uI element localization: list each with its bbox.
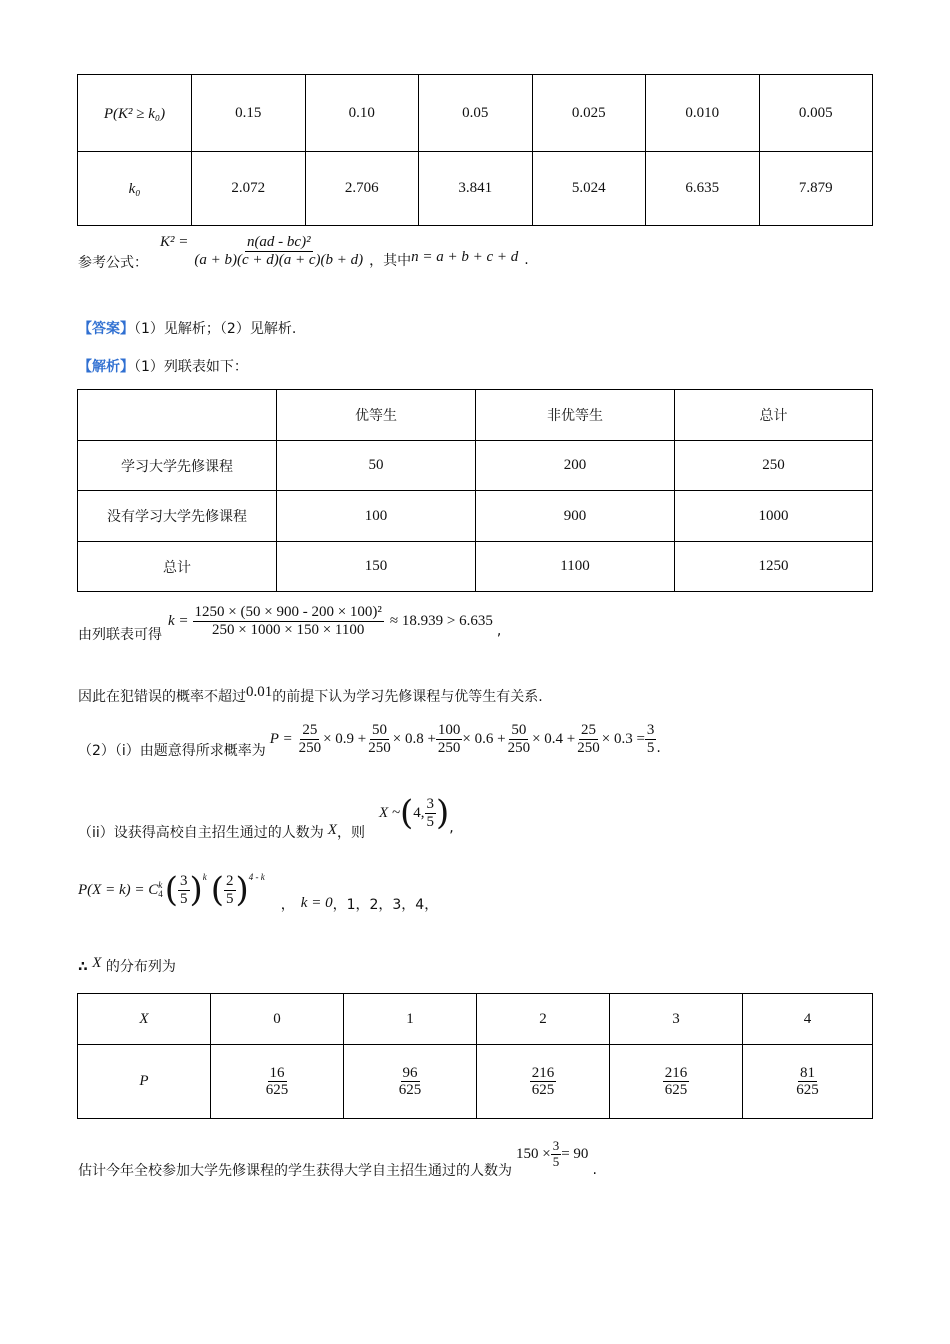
part2ii-var: X (327, 821, 337, 838)
estimate-pre: 150 × (516, 1145, 551, 1162)
contingency-cell: 900 (476, 491, 675, 542)
estimate-post: = 90 (561, 1145, 589, 1162)
contingency-header: 非优等生 (476, 390, 675, 441)
p-denominator: 625 (398, 1082, 422, 1098)
term-denominator: 250 (298, 739, 322, 756)
contingency-row-label: 总计 (78, 542, 277, 592)
part2ii-fraction (425, 796, 437, 830)
term-numerator: 50 (511, 722, 527, 738)
k-prefix: 由列联表可得 (78, 627, 162, 643)
estimate-denominator: 5 (552, 1153, 560, 1169)
part2ii-end: , (449, 820, 454, 836)
conclusion-post: 的前提下认为学习先修课程与优等生有关系. (272, 689, 543, 705)
formula-suffix-text: ，其中 (369, 253, 412, 269)
table1-cell: 0.10 (305, 75, 419, 152)
p-numerator: 216 (664, 1064, 688, 1081)
term-numerator: 50 (371, 722, 387, 738)
dist-x-cell: 0 (211, 994, 344, 1045)
result-denominator: 5 (646, 739, 655, 756)
p-numerator: 16 (269, 1064, 285, 1081)
contingency-cell: 100 (277, 491, 476, 542)
analysis-line (78, 356, 248, 376)
dist-x-cell: 1 (344, 994, 477, 1045)
contingency-cell: 1250 (675, 542, 873, 592)
frac-numerator: 3 (180, 873, 188, 889)
frac-numerator: 2 (226, 873, 234, 889)
part2-end: . (656, 740, 661, 756)
formula-end: . (524, 252, 529, 268)
dist-p-cell (344, 1045, 477, 1119)
dist-x-label: X (78, 994, 211, 1045)
part2ii-line (78, 784, 454, 842)
term-denominator: 250 (368, 739, 391, 756)
p-denominator: 625 (531, 1082, 555, 1098)
pmf-fraction-1 (178, 873, 190, 907)
part2ii-mid: ，则 (336, 825, 365, 841)
part2-probability (78, 718, 661, 760)
k-numerator: 1250 × (50 × 900 - 200 × 100)² (194, 604, 382, 620)
part2-term-fraction (575, 722, 602, 756)
k-calculation (78, 598, 501, 644)
term-multiplier: × 0.6 + (462, 730, 506, 747)
pmf-exp2: 4 - k (248, 872, 265, 882)
contingency-table (77, 389, 873, 592)
pmf-line (78, 866, 438, 914)
term-multiplier: × 0.4 + (532, 730, 576, 747)
pmf-tail-text: ，1，2，3，4， (332, 897, 439, 913)
dist-x-cell: 2 (477, 994, 610, 1045)
formula-numerator: n(ad - bc)² (246, 234, 311, 250)
open-paren: ( (210, 870, 225, 910)
frac-denominator: 5 (180, 890, 188, 907)
answer-text: （1）见解析；（2）见解析. (134, 321, 297, 337)
part2ii-prefix: （ii）设获得高校自主招生通过的人数为 (78, 825, 324, 841)
pmf-sep: ， (280, 897, 295, 913)
pmf-binom-indices (158, 881, 163, 899)
formula-fraction (192, 234, 365, 268)
dist-p-cell (743, 1045, 873, 1119)
contingency-cell: 200 (476, 441, 675, 491)
dist-p-cell (610, 1045, 743, 1119)
contingency-row-label: 学习大学先修课程 (78, 441, 277, 491)
table1-cell: 7.879 (759, 152, 873, 226)
table1-cell: 0.010 (646, 75, 760, 152)
k-result: ≈ 18.939 > 6.635 (389, 612, 493, 629)
dist-p-cell (477, 1045, 610, 1119)
table1-cell: 0.025 (532, 75, 646, 152)
param-numerator: 3 (426, 796, 434, 812)
contingency-cell: 1100 (476, 542, 675, 592)
term-denominator: 250 (577, 739, 600, 756)
close-paren: ) (235, 870, 249, 910)
dist-x-cell: 4 (743, 994, 873, 1045)
contingency-header (78, 390, 277, 441)
distribution-table (77, 993, 873, 1119)
k-denominator: 250 × 1000 × 150 × 1100 (212, 621, 365, 638)
close-paren: ) (189, 870, 203, 910)
k-lhs: k = (168, 612, 189, 629)
contingency-header: 总计 (675, 390, 873, 441)
formula-prefix: 参考公式： (78, 255, 148, 271)
part2-term-fraction (436, 722, 463, 756)
conclusion-value: 0.01 (246, 684, 273, 700)
table1-cell: 0.15 (192, 75, 306, 152)
table1-cell: 0.005 (759, 75, 873, 152)
estimate-numerator: 3 (552, 1138, 560, 1154)
part2-prefix: （2）（i）由题意得所求概率为 (78, 743, 266, 759)
part2ii-dist: X ~ (378, 804, 400, 821)
p-numerator: 216 (531, 1064, 555, 1081)
part2-result (645, 722, 657, 756)
part2-term-fraction (366, 722, 393, 756)
contingency-cell: 1000 (675, 491, 873, 542)
open-paren: ( (399, 793, 414, 833)
param-denominator: 5 (426, 813, 434, 830)
contingency-row-label: 没有学习大学先修课程 (78, 491, 277, 542)
pmf-sup: k (158, 880, 163, 890)
therefore-symbol: ∴ (78, 959, 88, 975)
contingency-header: 优等生 (277, 390, 476, 441)
critical-value-table (77, 74, 873, 226)
conclusion-pre: 因此在犯错误的概率不超过 (78, 689, 246, 705)
term-denominator: 250 (437, 739, 461, 756)
table1-cell: 0.05 (419, 75, 533, 152)
table1-cell: 2.072 (192, 152, 306, 226)
table1-row1-label: P(K² ≥ k₀) (78, 75, 192, 152)
frac-denominator: 5 (226, 890, 234, 907)
dist-p-label: P (78, 1045, 211, 1119)
dist-p-cell (211, 1045, 344, 1119)
answer-label: 【答案】 (78, 321, 134, 337)
pmf-fraction-2 (224, 873, 236, 907)
part2ii-param1: 4, (413, 804, 425, 821)
contingency-cell: 250 (675, 441, 873, 491)
reference-formula (78, 230, 529, 272)
close-paren: ) (436, 793, 450, 833)
dist-post: 的分布列为 (105, 959, 176, 975)
table1-cell: 6.635 (646, 152, 760, 226)
k-fraction (193, 604, 384, 638)
p-denominator: 625 (265, 1082, 289, 1098)
analysis-label: 【解析】 (78, 359, 134, 375)
table1-cell: 3.841 (419, 152, 533, 226)
p-denominator: 625 (796, 1082, 819, 1098)
term-multiplier: × 0.3 = (601, 730, 645, 747)
dist-var: X (92, 955, 102, 971)
p-numerator: 81 (800, 1064, 815, 1081)
estimate-fraction (551, 1139, 562, 1169)
dist-x-cell: 3 (610, 994, 743, 1045)
pmf-lhs: P(X = k) = C (78, 881, 159, 898)
result-numerator: 3 (646, 722, 655, 738)
answer-line (78, 318, 296, 338)
analysis-text: （1）列联表如下： (134, 359, 248, 375)
term-multiplier: × 0.9 + (323, 730, 367, 747)
part2-term-fraction (506, 722, 533, 756)
p-numerator: 96 (402, 1064, 418, 1081)
k-end: , (496, 623, 502, 639)
contingency-cell: 50 (277, 441, 476, 491)
part2-term-fraction (297, 722, 324, 756)
formula-denominator: (a + b)(c + d)(a + c)(b + d) (194, 251, 364, 268)
pmf-exp1: k (202, 872, 207, 882)
conclusion-line (78, 686, 543, 706)
term-denominator: 250 (507, 739, 531, 756)
term-numerator: 100 (437, 722, 461, 738)
table1-row2-label: k₀ (78, 152, 192, 226)
estimate-text: 估计今年全校参加大学先修课程的学生获得大学自主招生通过的人数为 (78, 1163, 512, 1179)
open-paren: ( (164, 870, 178, 910)
part2-lhs: P = (269, 730, 293, 747)
formula-lhs: K² = (160, 233, 189, 250)
pmf-sub: 4 (158, 889, 163, 899)
term-numerator: 25 (581, 722, 596, 738)
term-numerator: 25 (302, 722, 318, 738)
pmf-tail-math: k = 0 (300, 894, 333, 911)
table1-cell: 5.024 (532, 152, 646, 226)
contingency-cell: 150 (277, 542, 476, 592)
formula-suffix-math: n = a + b + c + d (411, 248, 519, 265)
estimate-end: . (592, 1162, 597, 1178)
term-multiplier: × 0.8 + (392, 730, 436, 747)
distribution-title (78, 956, 176, 976)
p-denominator: 625 (664, 1082, 688, 1098)
estimate-line (78, 1128, 597, 1180)
table1-cell: 2.706 (305, 152, 419, 226)
